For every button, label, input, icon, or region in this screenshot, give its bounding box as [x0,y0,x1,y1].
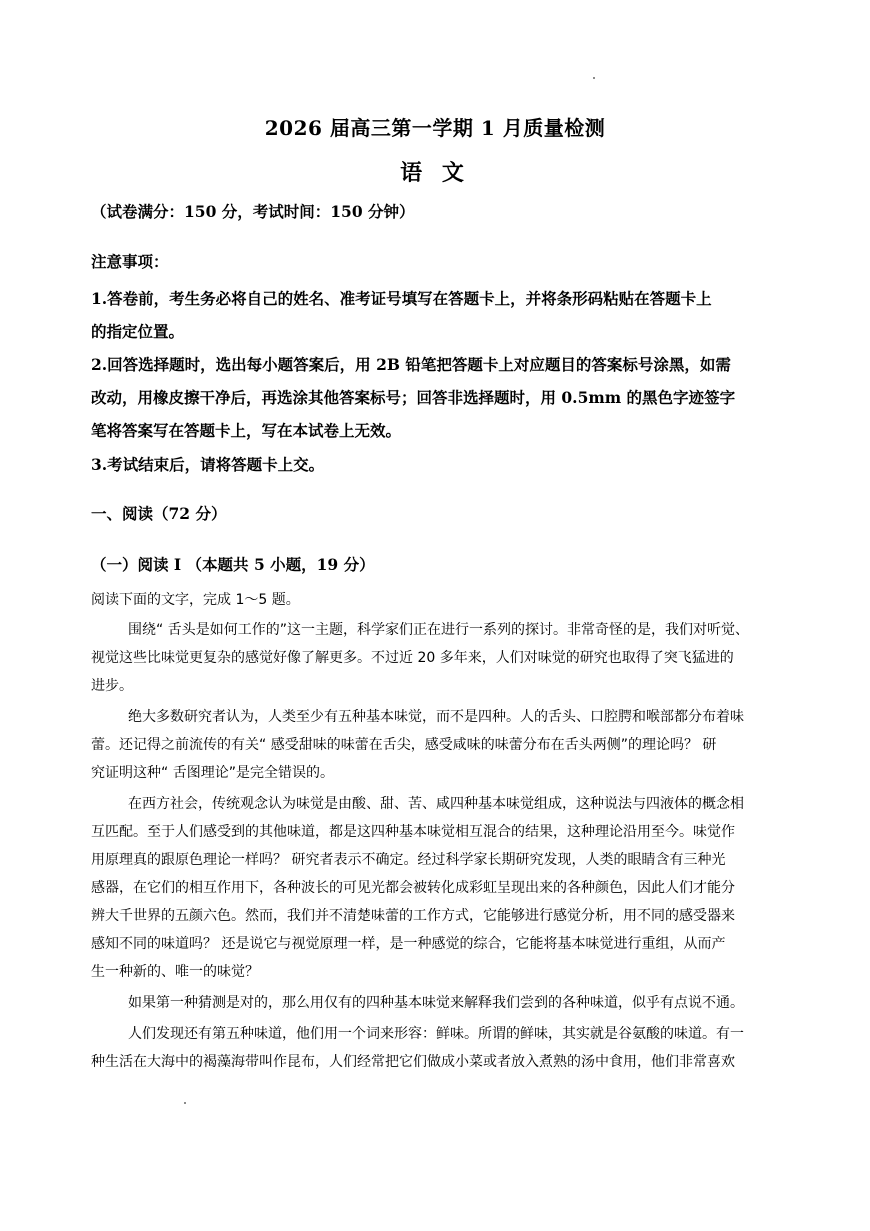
notes-line: 2.回答选择题时，选出每小题答案后，用 2B 铅笔把答题卡上对应题目的答案标号涂黑，如需 [91,355,731,374]
passage-line: 感器，在它们的相互作用下，各种波长的可见光都会被转化成彩虹呈现出来的各种颜色，因此人们才能分 [91,880,735,896]
passage-line: 互匹配。至于人们感受到的其他味道，都是这四种基本味觉相互混合的结果，这种理论沿用至今。味觉作 [91,824,735,840]
passage-line: 绝大多数研究者认为，人类至少有五种基本味觉，而不是四种。人的舌头、口腔腭和喉部都分布着味 [128,709,744,725]
notes-line: 3.考试结束后，请将答题卡上交。 [91,455,325,474]
passage-line: 感知不同的味道吗？ 还是说它与视觉原理一样，是一种感觉的综合，它能将基本味觉进行重组，从而产 [91,936,726,952]
passage-line: 种生活在大海中的褐藻海带叫作昆布，人们经常把它们做成小菜或者放入煮熟的汤中食用，他们非常喜欢 [91,1054,735,1070]
section-title: 一、阅读（72 分） [91,504,227,523]
passage-line: 究证明这种“ 舌图理论”是完全错误的。 [91,765,334,781]
subject-title: 语 文 [400,160,470,186]
exam-info: （试卷满分：150 分，考试时间：150 分钟） [91,202,415,221]
scan-dot [184,1102,186,1104]
exam-title: 2026 届高三第一学期 1 月质量检测 [264,116,606,140]
passage-line: 视觉这些比味觉更复杂的感觉好像了解更多。不过近 20 多年来，人们对味觉的研究也取得了突飞猛进的 [91,650,734,666]
passage-line: 生一种新的、唯一的味觉？ [91,964,259,980]
section-instruction: 阅读下面的文字，完成 1～5 题。 [91,592,300,608]
passage-line: 在西方社会，传统观念认为味觉是由酸、甜、苦、咸四种基本味觉组成，这种说法与四液体的概念相 [128,796,744,812]
passage-line: 用原理真的跟原色理论一样吗？ 研究者表示不确定。经过科学家长期研究发现，人类的眼睛含有三种光 [91,852,726,868]
passage-line: 辨大千世界的五颜六色。然而，我们并不清楚味蕾的工作方式，它能够进行感觉分析，用不同的感受器来 [91,908,735,924]
notes-line: 笔将答案写在答题卡上，写在本试卷上无效。 [91,421,402,440]
notes-heading: 注意事项： [91,252,169,271]
passage-line: 人们发现还有第五种味道，他们用一个词来形容：鲜味。所谓的鲜味，其实就是谷氨酸的味道。有一 [128,1026,744,1042]
notes-line: 1.答卷前，考生务必将自己的姓名、准考证号填写在答题卡上，并将条形码粘贴在答题卡上 [91,289,712,308]
passage-line: 围绕“ 舌头是如何工作的”这一主题，科学家们正在进行一系列的探讨。非常奇怪的是，我们对听觉、 [128,622,749,638]
notes-line: 改动，用橡皮擦干净后，再选涂其他答案标号；回答非选择题时，用 0.5mm 的黑色字迹签字 [91,388,736,407]
passage-line: 进步。 [91,678,133,694]
section-subtitle: （一）阅读 I （本题共 5 小题，19 分） [91,555,375,574]
notes-line: 的指定位置。 [91,322,185,341]
scan-dot [593,77,595,79]
passage-line: 蕾。还记得之前流传的有关“ 感受甜味的味蕾在舌尖，感受咸味的味蕾分布在舌头两侧”的理论吗？ 研 [91,737,717,753]
passage-line: 如果第一种猜测是对的，那么用仅有的四种基本味觉来解释我们尝到的各种味道，似乎有点说不通。 [128,995,744,1011]
